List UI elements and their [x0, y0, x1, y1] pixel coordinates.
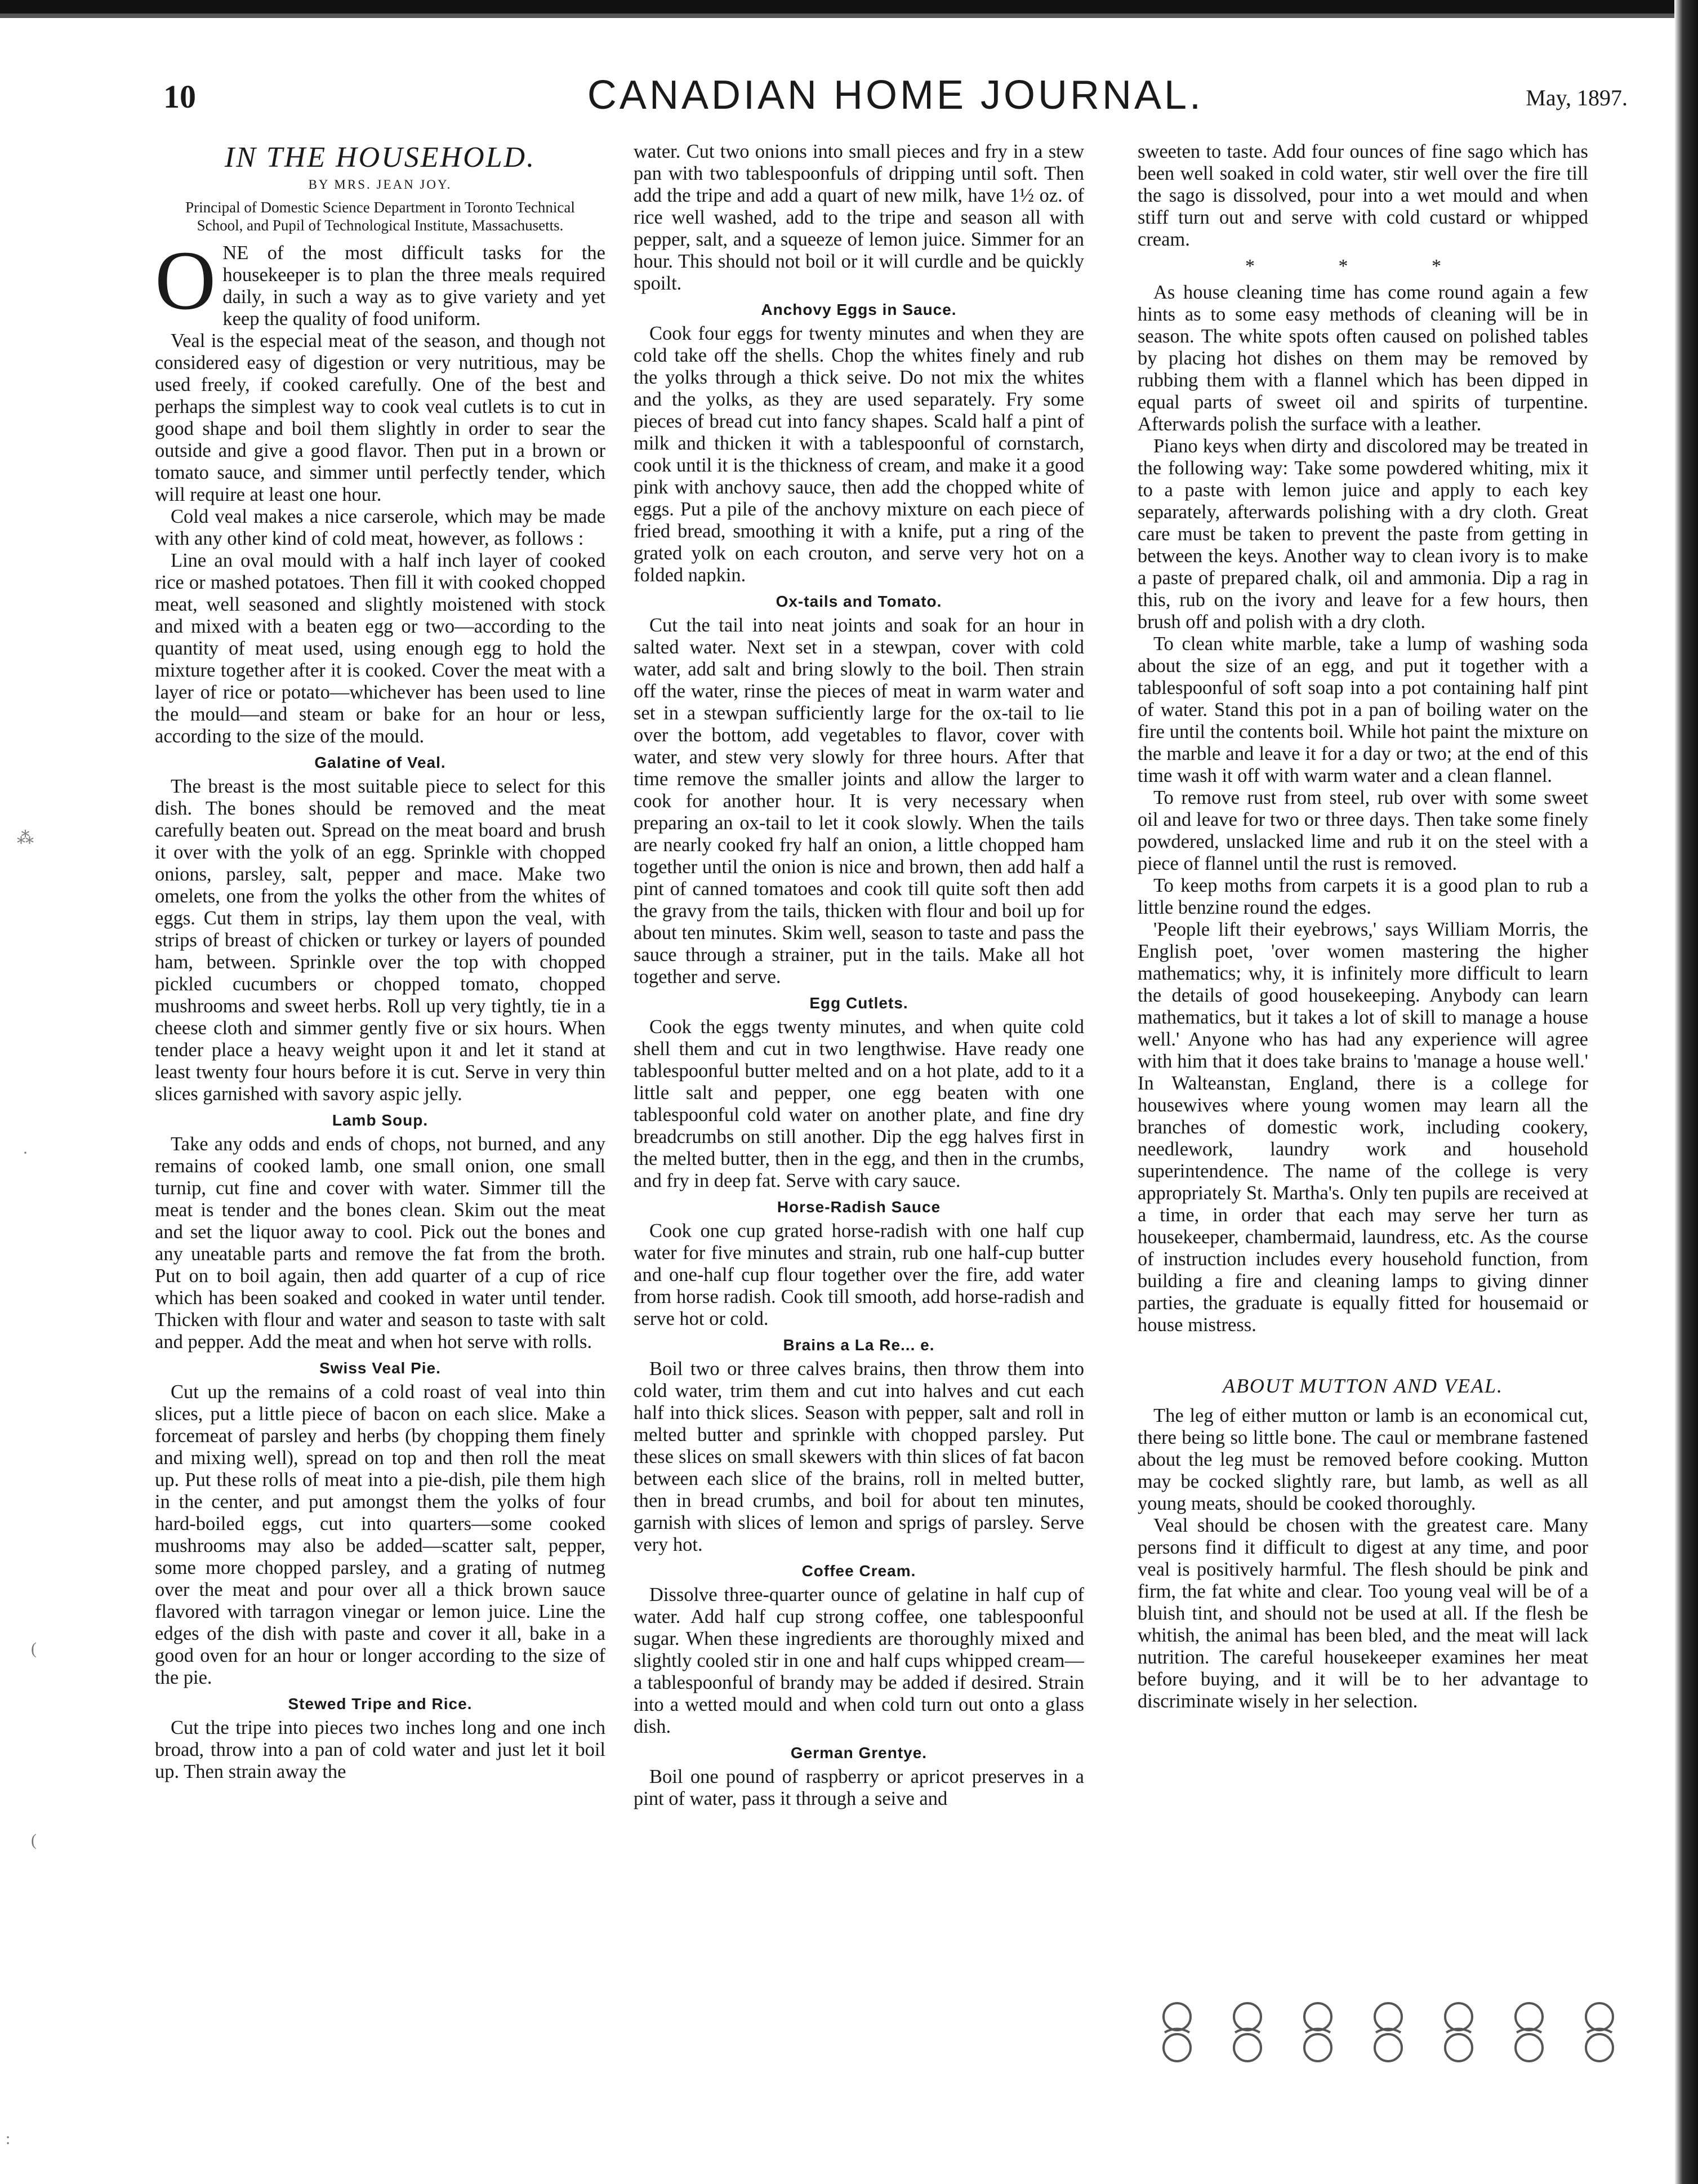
paragraph-william-morris: 'People lift their eyebrows,' says William Morris, the English poet, 'over women mastering the higher mathematics; why, it is infinitely more difficult to learn the details of good housekeeping. Anybody can learn mathematics, but it takes a lot of skill to manage a house well.' Anyone who has had any experience will agree with him that it does take brains to 'manage a house well.' In Walteanstan, England, there is a college for housewives where young women may learn all the branches of domestic work, including cookery, needlework, laundry work and household superintendence. The name of the college is very appropriately St. Martha's. Only ten pupils are received at a time, in order that each may serve her turn as housekeeper, chambermaid, laundress, etc. As the course of instruction includes every household function, from building a fire and cleaning lamps to giving dinner parties, the graduate is equally fitted for housemaid or house mistress.	[1138, 919, 1588, 1336]
paragraph-veal: Veal is the especial meat of the season, and though not considered easy of digestion or very nutritious, may be used freely, if cooked carefully. One of the best and perhaps the simplest way to cook veal cutlets is to cut in good shape and boil them slightly in order to sear the outside and give a good flavor. Then put in a brown or tomato sauce, and simmer until perfectly tender, which will require at least one hour.	[155, 330, 605, 505]
recipe-heading-ox-tails: Ox-tails and Tomato.	[776, 593, 942, 610]
recipe-grentye-continued: sweeten to taste. Add four ounces of fine sago which has been well soaked in cold water, stir well over the fire till the sago is dissolved, pour into a wet mould and when stiff turn out and serve with cold custard or whipped cream.	[1138, 141, 1588, 250]
recipe-egg-cutlets: Cook the eggs twenty minutes, and when quite cold shell them and cut in two lengthwise. Have ready one tablespoonful butter melted and on a hot plate, add to it a little salt and pepper, one egg beaten with one tablespoonful cold water on another plate, and fine dry breadcrumbs on still another. Dip the egg halves first in the melted butter, then in the egg, and then in the crumbs, and fry in deep fat. Serve with cary sauce.	[634, 1016, 1084, 1191]
author-affiliation: Principal of Domestic Science Department in Toronto Technical School, and Pupil of Technological Institute, Massachusetts.	[185, 199, 575, 234]
recipe-anchovy-eggs: Cook four eggs for twenty minutes and when they are cold take off the shells. Chop the whites finely and rub the yolks through a thick seive. Do not mix the whites and the yolks, as they are used separately. Fry some pieces of bread cut into fancy shapes. Scald half a pint of milk and thicken it with a tablespoonful of cornstarch, cook until it is the thickness of cream, and make it a good pink with anchovy sauce, then add the chopped white of eggs. Put a pile of the anchovy mixture on each piece of fried bread, smoothing it with a knife, put a ring of the grated yolk on each crouton, and serve very hot on a folded napkin.	[634, 323, 1084, 586]
opening-text: NE of the most difficult tasks for the housekeeper is to plan the three meals required daily, in such a way as to give variety and yet keep the quality of food uniform.	[222, 242, 605, 330]
paragraph-cold-veal: Cold veal makes a nice carserole, which may be made with any other kind of cold meat, however, as follows :	[155, 506, 605, 549]
recipe-heading-egg-cutlets: Egg Cutlets.	[809, 994, 908, 1012]
recipe-coffee-cream: Dissolve three-quarter ounce of gelatine in half cup of water. Add half cup strong coffee, one tablespoonful sugar. When these ingredients are thoroughly mixed and slightly cooled stir in one and half cups whipped cream—a tablespoonful of brandy may be added if desired. Strain into a wetted mould and when cold turn out onto a glass dish.	[634, 1584, 1084, 1737]
paragraph-mould: Line an oval mould with a half inch layer of cooked rice or mashed potatoes. Then fill it with cooked chopped meat, well seasoned and slightly moistened with stock and mixed with a beaten egg or two—according to the quantity of meat used, using enough egg to hold the mixture together after it is cooked. Cover the meat with a layer of rice or potato—whichever has been used to line the mould—and steam or bake for an hour or less, according to the size of the mould.	[155, 550, 605, 747]
recipe-heading-german-grentye: German Grentye.	[790, 1744, 928, 1762]
recipe-heading-anchovy-eggs: Anchovy Eggs in Sauce.	[761, 301, 957, 318]
column-3	[1138, 141, 1588, 2017]
column-2	[634, 141, 1084, 2017]
recipe-heading-veal-pie: Swiss Veal Pie.	[319, 1359, 441, 1377]
recipe-tripe-continued: water. Cut two onions into small pieces and fry in a stew pan with two tablespoonfuls of dripping until soft. Then add the tripe and add a quart of new milk, have 1½ oz. of rice well washed, add to the tripe and season all with pepper, salt, and a squeeze of lemon juice. Simmer for an hour. This should not boil or it will curdle and be quickly spoilt.	[634, 141, 1084, 294]
article-heading: IN THE HOUSEHOLD.	[224, 141, 536, 174]
recipe-tripe: Cut the tripe into pieces two inches long and one inch broad, throw into a pan of cold water and just let it boil up. Then strain away the	[155, 1717, 605, 1782]
column-1	[155, 141, 605, 2017]
recipe-ox-tails: Cut the tail into neat joints and soak for an hour in salted water. Next set in a stewpan, cover with cold water, add salt and bring slowly to the boil. Then strain off the water, rinse the pieces of meat in warm water and set in a stewpan sufficiently large for the ox-tail to lie over the bottom, add vegetables to flavor, cover with water, and stew very slowly for three hours. After that time remove the smaller joints and allow the larger to cook for another hour. It is very necessary when preparing an ox-tail to let it cook slowly. When the tails are nearly cooked fry half an onion, a little chopped ham together until the onion is nice and brown, then add half a pint of canned tomatoes and cook till quite soft then add the gravy from the tails, thicken with flour and boil up for about ten minutes. Skim well, season to taste and pass the sauce through a strainer, put in the tails. Make all hot together and serve.	[634, 615, 1084, 988]
recipe-brains: Boil two or three calves brains, then throw them into cold water, trim them and cut into halves and cut each half into thick slices. Season with pepper, salt and roll in melted butter and sprinkle with chopped parsley. Put these slices on small skewers with thin slices of fat bacon between each slice of the brains, roll in melted butter, then in bread crumbs, and boil for about ten minutes, garnish with slices of lemon and sprigs of parsley. Serve very hot.	[634, 1358, 1084, 1555]
author-byline: BY MRS. JEAN JOY.	[308, 177, 452, 192]
margin-mark: ⁂	[17, 829, 34, 847]
recipe-heading-horse-radish: Horse-Radish Sauce	[777, 1198, 941, 1216]
decorative-ornament	[1138, 1989, 1633, 2073]
margin-mark: (	[31, 1639, 37, 1658]
margin-mark: ·	[23, 1144, 28, 1162]
paragraph-veal-choice: Veal should be chosen with the greatest care. Many persons find it difficult to digest at any time, and poor veal is positively harmful. The flesh should be pink and firm, the fat white and clear. Too young veal will be of a bluish tint, and should not be used at all. If the flesh be whitish, the animal has been bled, and the meat will lack nutrition. The careful housekeeper examines her meat before buying, and it will be to her advantage to discriminate wisely in her selection.	[1138, 1515, 1588, 1712]
recipe-lamb-soup: Take any odds and ends of chops, not burned, and any remains of cooked lamb, one small onion, one small turnip, cut fine and cover with water. Simmer till the meat is tender and the bones clean. Skim out the meat and set the liquor away to cool. Pick out the bones and any uneatable parts and remove the fat from the broth. Put on to boil again, then add quarter of a cup of rice which has been soaked and cooked in water until tender. Thicken with flour and water and season to taste with salt and pepper. Add the meat and when hot serve with rolls.	[155, 1133, 605, 1353]
margin-mark: (	[31, 1831, 37, 1849]
section-divider: * * *	[1245, 256, 1481, 277]
recipe-heading-tripe: Stewed Tripe and Rice.	[288, 1695, 473, 1712]
top-border-rule	[0, 0, 1698, 23]
recipe-horse-radish: Cook one cup grated horse-radish with one half cup water for five minutes and strain, rub one half-cup butter and one-half cup flour together over the fire, add water from horse radish. Cook till smooth, add horse-radish and serve hot or cold.	[634, 1220, 1084, 1329]
paragraph-moths: To keep moths from carpets it is a good plan to rub a little benzine round the edges.	[1138, 875, 1588, 918]
paragraph-mutton: The leg of either mutton or lamb is an economical cut, there being so little bone. The caul or membrane fastened about the leg must be removed before cooking. Mutton may be cocked slightly rare, but lamb, as well as all young meats, should be cooked thoroughly.	[1138, 1405, 1588, 1514]
opening-paragraph	[155, 234, 605, 330]
recipe-veal-pie: Cut up the remains of a cold roast of veal into thin slices, put a little piece of bacon on each slice. Make a forcemeat of parsley and herbs (by chopping them finely and mixing well), spread on top and then roll the meat up. Put these rolls of meat into a pie-dish, pile them high in the center, and put amongst them the yolks of four hard-boiled eggs, cut into quarters—some cooked mushrooms may also be added—scatter salt, pepper, some more chopped parsley, and a grating of nutmeg over the meat and pour over all a thick brown sauce flavored with tarragon vinegar or lemon juice. Line the edges of the dish with paste and cover it all, bake in a good oven for an hour or longer according to the size of the pie.	[155, 1381, 605, 1688]
page-edge-shadow	[1674, 0, 1698, 2184]
recipe-heading-brains: Brains a La Re... e.	[783, 1336, 935, 1354]
recipe-german-grentye: Boil one pound of raspberry or apricot preserves in a pint of water, pass it through a seive and	[634, 1766, 1084, 1809]
recipe-heading-coffee-cream: Coffee Cream.	[801, 1562, 916, 1580]
article-heading-mutton: ABOUT MUTTON AND VEAL.	[1222, 1375, 1504, 1397]
page-header	[152, 72, 1639, 123]
recipe-heading-galatine: Galatine of Veal.	[314, 754, 446, 771]
margin-mark: :	[6, 2129, 11, 2148]
paragraph-white-marble: To clean white marble, take a lump of washing soda about the size of an egg, and put it together with a tablespoonful of soft soap into a pot containing half pint of water. Stand this pot in a pan of boiling water on the fire until the contents boil. While hot paint the mixture on the marble and leave it for a day or two; at the end of this time wash it off with warm water and a clean flannel.	[1138, 633, 1588, 786]
page-number: 10	[163, 78, 196, 115]
journal-title: CANADIAN HOME JOURNAL.	[587, 73, 1204, 118]
paragraph-rust: To remove rust from steel, rub over with some sweet oil and leave for two or three days. Then take some finely powdered, unslacked lime and rub it on the steel with a piece of flannel until the rust is removed.	[1138, 787, 1588, 874]
paragraph-house-cleaning: As house cleaning time has come round again a few hints as to some easy methods of cleaning will be in season. The white spots often caused on polished tables by placing hot dishes on them may be removed by rubbing them with a flannel which has been dipped in equal parts of sweet oil and spirits of turpentine. Afterwards polish the surface with a leather.	[1138, 282, 1588, 435]
paragraph-piano-keys: Piano keys when dirty and discolored may be treated in the following way: Take some powdered whiting, mix it to a paste with lemon juice and apply to each key separately, afterwards polishing with a dry cloth. Great care must be taken to prevent the paste from getting in between the keys. Another way to clean ivory is to make a paste of prepared chalk, oil and ammonia. Dip a rag in this, rub on the ivory and leave for a few hours, then brush off and polish with a dry cloth.	[1138, 435, 1588, 633]
recipe-galatine: The breast is the most suitable piece to select for this dish. The bones should be removed and the meat carefully beaten out. Spread on the meat board and brush it over with the yolk of an egg. Sprinkle with chopped onions, parsley, salt, pepper and mace. Make two omelets, one from the yolks the other from the whites of eggs. Cut them in strips, lay them upon the veal, with strips of breast of chicken or turkey or layers of pounded ham, between. Sprinkle over the top with chopped pickled cucumbers or chopped tomato, chopped mushrooms and sweet herbs. Roll up very tightly, tie in a cheese cloth and simmer gently five or six hours. When tender place a heavy weight upon it and let it stand at least twenty four hours before it is cut. Serve in very thin slices garnished with savory aspic jelly.	[155, 776, 605, 1105]
drop-cap: O	[155, 234, 216, 327]
issue-date: May, 1897.	[1526, 85, 1628, 110]
recipe-heading-lamb-soup: Lamb Soup.	[332, 1111, 429, 1129]
